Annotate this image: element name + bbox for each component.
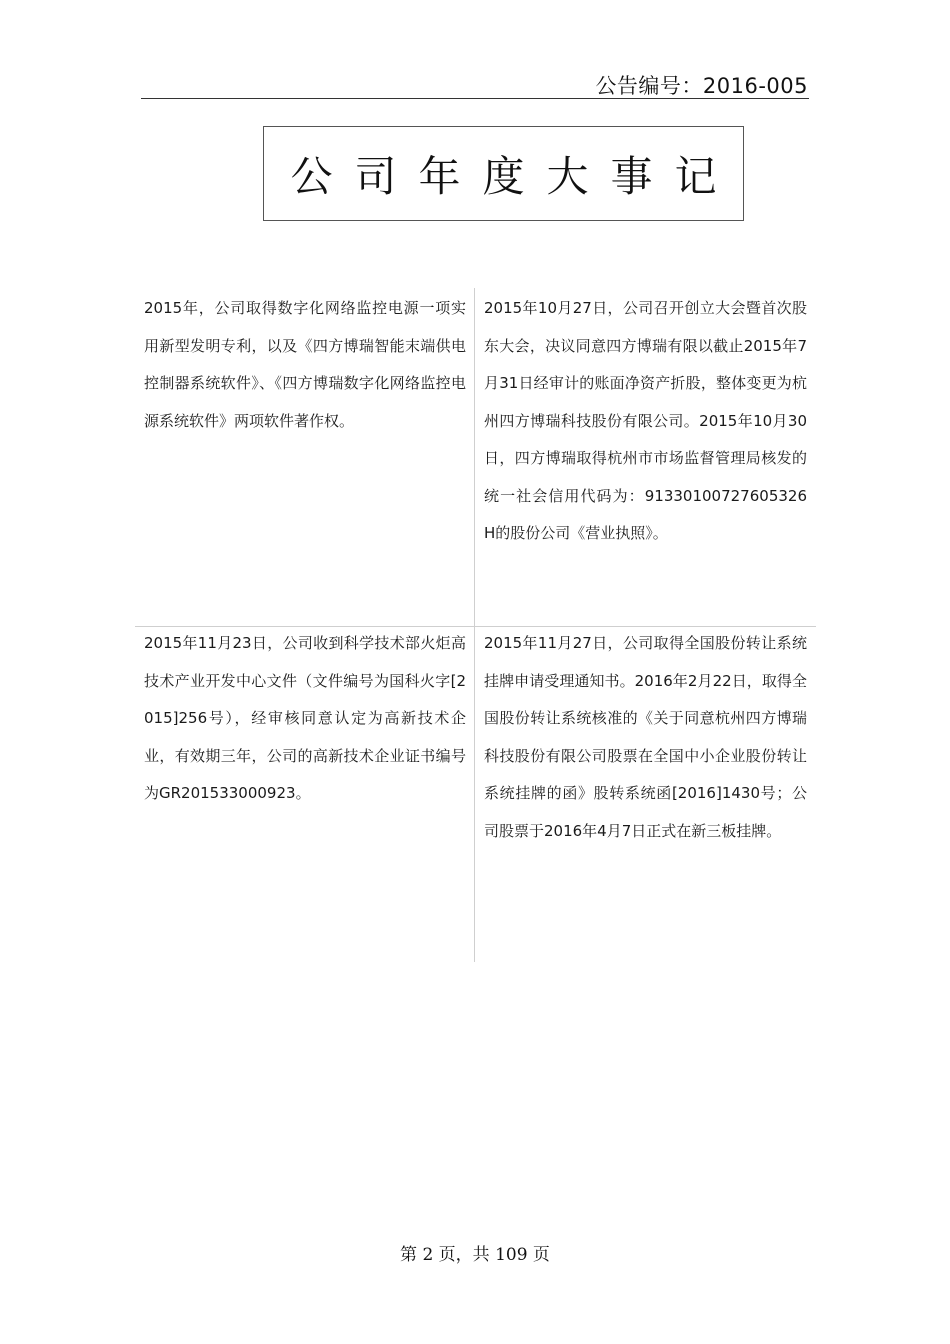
event-cell-4: 2015年11月27日，公司取得全国股份转让系统挂牌申请受理通知书。2016年2月22日，取得全国股份转让系统核准的《关于同意杭州四方博瑞科技股份有限公司股票在全国中小企业股份转让系统挂牌的函》股转系统函[2016]1430号；公司股票于2016年4月7日正式在新三板挂牌。 xyxy=(484,634,807,840)
header-divider xyxy=(141,98,809,99)
event-cell-1: 2015年，公司取得数字化网络监控电源一项实用新型发明专利，以及《四方博瑞智能末端供电控制器系统软件》、《四方博瑞数字化网络监控电源系统软件》两项软件著作权。 xyxy=(144,299,466,430)
event-cell-3: 2015年11月23日，公司收到科学技术部火炬高技术产业开发中心文件（文件编号为国科火字[2015]256号），经审核同意认定为高新技术企业，有效期三年，公司的高新技术企业证书编号为GR201533000923。 xyxy=(144,634,466,802)
title-box xyxy=(263,126,744,221)
announcement-number: 公告编号：2016-005 xyxy=(595,74,808,98)
event-cell-2: 2015年10月27日，公司召开创立大会暨首次股东大会，决议同意四方博瑞有限以截止2015年7月31日经审计的账面净资产折股，整体变更为杭州四方博瑞科技股份有限公司。2015年10月30日，四方博瑞取得杭州市市场监督管理局核发的统一社会信用代码为：91330100727605326H的股份公司《营业执照》。 xyxy=(484,299,807,542)
page-title: 公司年度大事记 xyxy=(290,151,739,201)
table-vertical-divider xyxy=(474,288,475,962)
page-footer: 第 2 页，共 109 页 xyxy=(400,1245,550,1265)
